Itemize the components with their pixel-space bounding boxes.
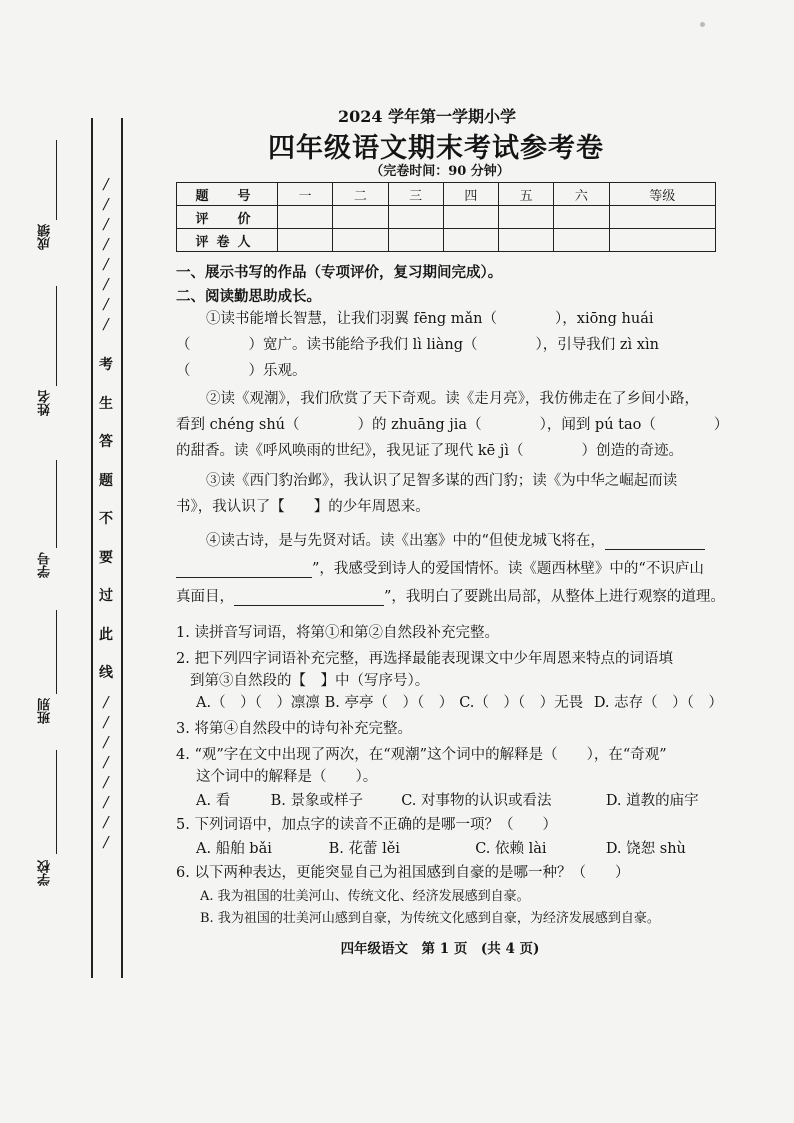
page-footer: 四年级语文 第 1 页 (共 4 页): [340, 941, 540, 957]
score-table-header-row: [177, 183, 716, 206]
question-2-line1: 2. 把下列四字词语补充完整，再选择最能表现课文中少年周恩来特点的词语填: [176, 651, 673, 667]
warning-char: 不: [99, 511, 113, 527]
slash-mark: /: [103, 235, 109, 253]
poem-answer-blank[interactable]: [176, 561, 312, 578]
passage-p4-line1: [206, 529, 705, 550]
score-table: [176, 182, 716, 252]
passage-p2-line2: 看到 chéng shú（ ）的 zhuāng jia（ ），闻到 pú tao（ ）: [176, 417, 729, 433]
slash-mark: /: [103, 315, 109, 333]
question-2-line2: 到第③自然段的【 】中（写序号）。: [190, 673, 430, 689]
exam-title: 四年级语文期末考试参考卷: [268, 133, 604, 164]
passage-p4-text: ”，我感受到诗人的爱国情怀。读《题西林壁》中的“不识庐山: [312, 561, 704, 577]
passage-p2-line1: ②读《观潮》，我们欣赏了天下奇观。读《走月亮》，我仿佛走在了乡间小路，: [206, 391, 699, 407]
question-5: 5. 下列词语中，加点字的读音不正确的是哪一项？（ ）: [176, 817, 557, 833]
scan-speck: [700, 22, 705, 27]
passage-p4-text: 真面目，: [176, 589, 234, 605]
passage-p3-line1: ③读《西门豹治邺》，我认识了足智多谋的西门豹；读《为中华之崛起而读: [206, 473, 678, 489]
student-no-label: 学号: [38, 552, 53, 578]
score-cell[interactable]: [278, 229, 333, 252]
slash-column-bottom: [96, 692, 116, 852]
exam-time: （完卷时间：90 分钟）: [370, 164, 510, 179]
table-header-cell: 等级: [609, 183, 716, 206]
passage-p4-text: ”，我明白了要跳出局部，从整体上进行观察的道理。: [384, 589, 725, 605]
question-3: 3. 将第④自然段中的诗句补充完整。: [176, 721, 412, 737]
slash-mark: /: [103, 693, 109, 711]
school-underline[interactable]: [56, 750, 57, 854]
binding-line-left: [91, 118, 93, 978]
slash-mark: /: [103, 275, 109, 293]
score-table-row: [177, 206, 716, 229]
table-header-cell: 三: [388, 183, 443, 206]
slash-mark: /: [103, 195, 109, 213]
slash-mark: /: [103, 833, 109, 851]
passage-p2-line3: 的甜香。读《呼风唤雨的世纪》，我见证了现代 kē jì（ ）创造的奇迹。: [176, 443, 683, 459]
poem-answer-blank[interactable]: [605, 533, 705, 550]
slash-mark: /: [103, 733, 109, 751]
slash-mark: /: [103, 813, 109, 831]
table-header-cell: 五: [499, 183, 554, 206]
question-4-line2: 这个词中的解释是（ ）。: [196, 769, 378, 785]
table-header-cell: 一: [278, 183, 333, 206]
question-6-option-b[interactable]: B. 我为祖国的壮美河山感到自豪，为传统文化感到自豪，为经济发展感到自豪。: [200, 911, 660, 926]
score-cell[interactable]: [278, 206, 333, 229]
name-label: 姓名: [38, 390, 53, 416]
side-field-name: [32, 286, 62, 436]
warning-char: 线: [99, 665, 113, 681]
row-label: 评 价: [177, 206, 278, 229]
passage-p4-line2: [176, 557, 704, 578]
score-cell[interactable]: [333, 229, 388, 252]
option-c[interactable]: C. 对事物的认识或看法: [401, 793, 552, 809]
option-c[interactable]: C. 依赖 lài: [475, 841, 547, 857]
slash-mark: /: [103, 255, 109, 273]
binding-line-right: [121, 118, 123, 978]
section-two-heading: 二、阅读勤思助成长。: [176, 288, 321, 305]
warning-char: 题: [99, 472, 113, 489]
option-a[interactable]: A. 看: [196, 793, 231, 809]
passage-p4-line3: [176, 585, 725, 606]
score-cell[interactable]: [388, 229, 443, 252]
passage-p1-line2: （ ）宽广。读书能给予我们 lì liàng（ ），引导我们 zì xìn: [176, 337, 659, 353]
table-header-cell: 二: [333, 183, 388, 206]
row-label: 评卷人: [177, 229, 278, 252]
passage-p3-line2: 书》，我认识了【 】的少年周恩来。: [176, 499, 430, 515]
passage-p1-line1: ①读书能增长智慧，让我们羽翼 fēng mǎn（ ），xiōng huái: [206, 311, 654, 327]
slash-column-top: [96, 174, 116, 334]
question-4-options: [196, 789, 699, 810]
question-6-option-a[interactable]: A. 我为祖国的壮美河山、传统文化、经济发展感到自豪。: [200, 889, 530, 904]
score-cell[interactable]: [443, 229, 498, 252]
table-header-cell: 六: [554, 183, 609, 206]
name-underline[interactable]: [56, 286, 57, 386]
option-b[interactable]: B. 景象或样子: [270, 793, 363, 809]
option-d[interactable]: D. 饶恕 shù: [605, 841, 686, 857]
student-no-underline[interactable]: [56, 460, 57, 548]
question-4-line1: 4. “观”字在文中出现了两次，在“观潮”这个词中的解释是（ ），在“奇观”: [176, 747, 667, 763]
binding-warning: [94, 346, 118, 693]
class-label: 班别: [38, 698, 53, 724]
score-cell[interactable]: [333, 206, 388, 229]
score-cell[interactable]: [388, 206, 443, 229]
score-table-row: [177, 229, 716, 252]
option-c[interactable]: C.（ ）（ ）无畏: [459, 695, 584, 711]
option-d[interactable]: D. 道教的庙宇: [605, 793, 699, 809]
score-cell[interactable]: [499, 229, 554, 252]
score-label: 成绩: [38, 224, 53, 250]
question-1: 1. 读拼音写词语，将第①和第②自然段补充完整。: [176, 625, 499, 641]
table-header-cell: 四: [443, 183, 498, 206]
slash-mark: /: [103, 793, 109, 811]
option-a[interactable]: A. 船舶 bǎi: [196, 841, 272, 857]
school-label: 学校: [38, 860, 53, 886]
option-b[interactable]: B. 亭亭（ ）（ ）: [324, 695, 454, 711]
warning-char: 答: [99, 434, 113, 450]
warning-char: 考: [99, 357, 113, 373]
warning-char: 生: [99, 395, 113, 412]
exam-year: 2024 学年第一学期小学: [337, 107, 517, 126]
warning-char: 此: [99, 626, 113, 643]
slash-mark: /: [103, 295, 109, 313]
question-6: 6. 以下两种表达，更能突显自己为祖国感到自豪的是哪一种？（ ）: [176, 865, 630, 881]
slash-mark: /: [103, 175, 109, 193]
passage-p1-line3: （ ）乐观。: [176, 363, 307, 379]
question-2-options: [196, 691, 723, 712]
score-cell[interactable]: [443, 206, 498, 229]
option-d[interactable]: D. 志存（ ）（ ）: [593, 695, 723, 711]
score-cell[interactable]: [499, 206, 554, 229]
warning-char: 要: [99, 549, 113, 566]
score-cell[interactable]: [554, 206, 609, 229]
side-field-class: [32, 610, 62, 730]
section-one-heading: 一、展示书写的作品（专项评价，复习期间完成）。: [176, 264, 503, 281]
class-underline[interactable]: [56, 610, 57, 694]
table-header-cell: 题 号: [177, 183, 278, 206]
side-field-student-no: [32, 460, 62, 580]
passage-p4-text: ④读古诗，是与先贤对话。读《出塞》中的“但使龙城飞将在，: [206, 533, 605, 549]
option-b[interactable]: B. 花蕾 lěi: [328, 841, 400, 857]
slash-mark: /: [103, 713, 109, 731]
option-a[interactable]: A.（ ）（ ）凛凛: [196, 695, 320, 711]
score-cell[interactable]: [609, 229, 716, 252]
side-field-school: [32, 750, 62, 900]
slash-mark: /: [103, 753, 109, 771]
poem-answer-blank[interactable]: [234, 589, 384, 606]
score-cell[interactable]: [609, 206, 716, 229]
slash-mark: /: [103, 773, 109, 791]
score-cell[interactable]: [554, 229, 609, 252]
question-5-options: [196, 837, 686, 858]
slash-mark: /: [103, 215, 109, 233]
warning-char: 过: [99, 588, 113, 604]
